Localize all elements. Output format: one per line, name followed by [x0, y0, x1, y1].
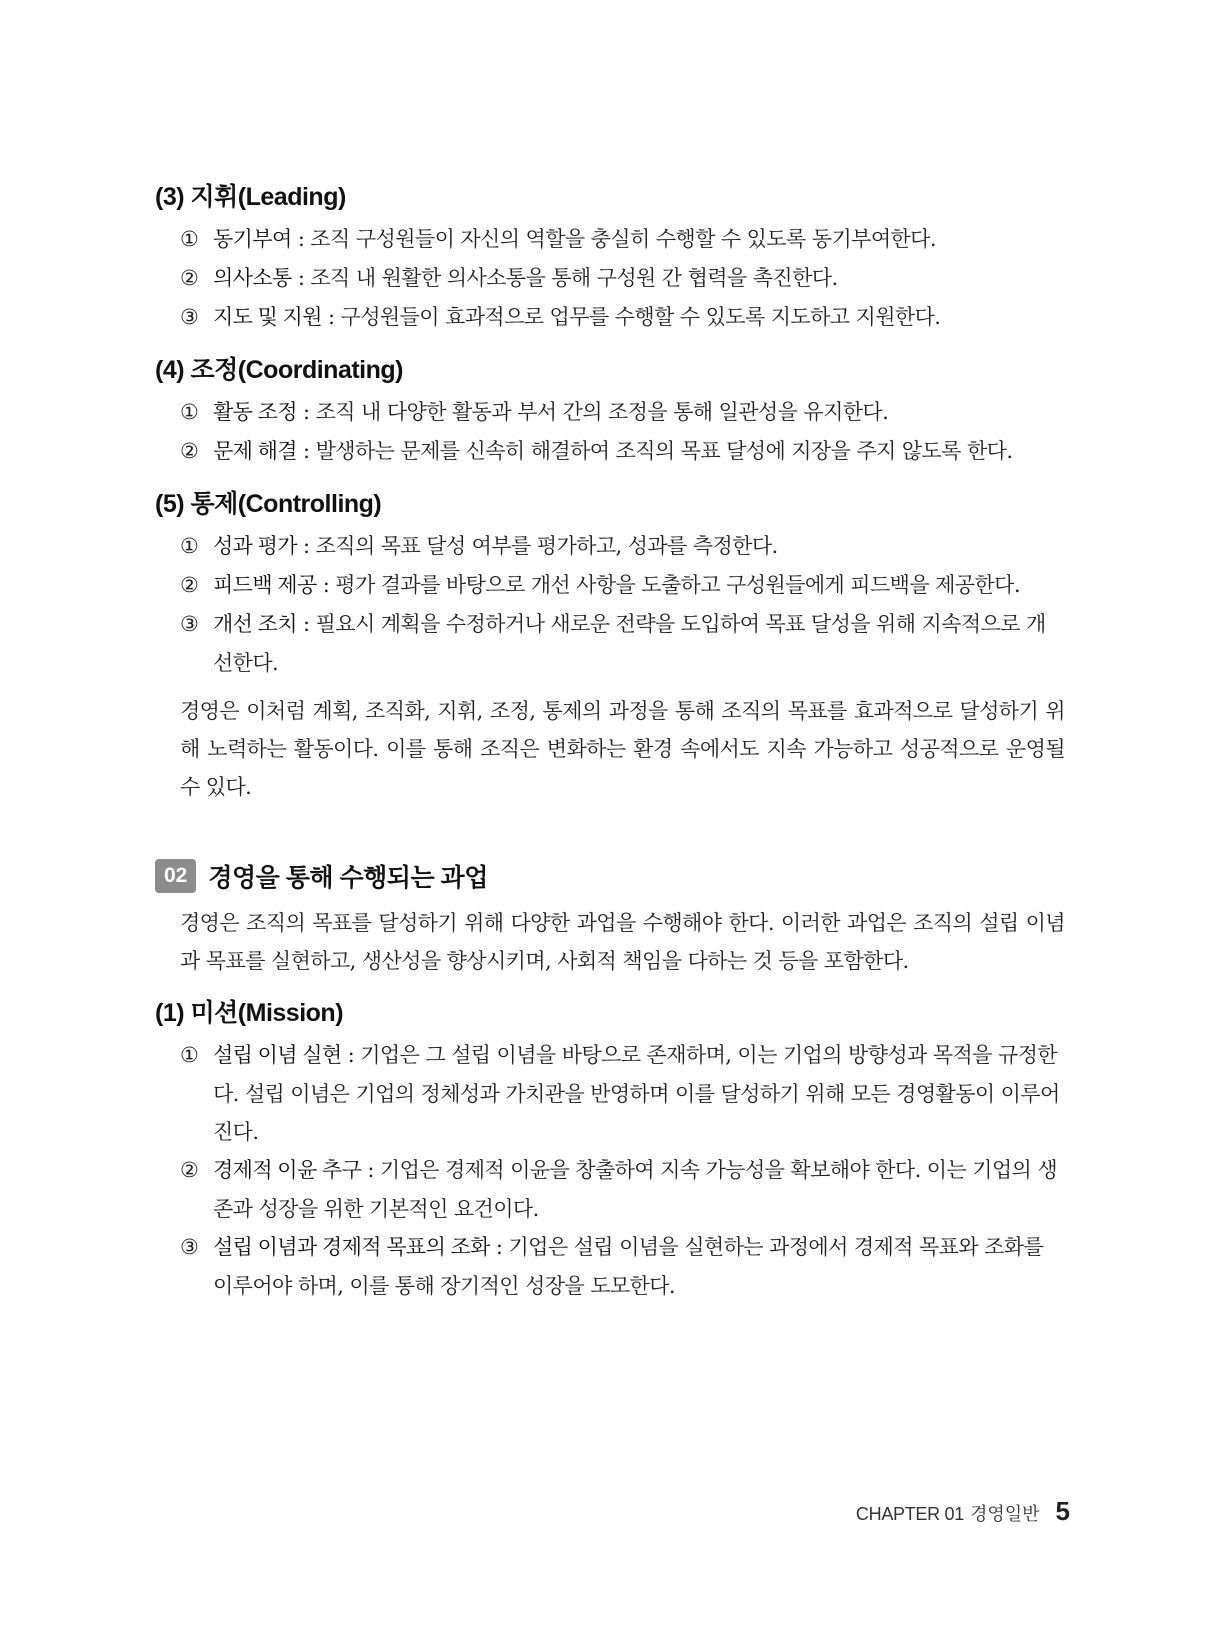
list-item [180, 1228, 1065, 1305]
item-number: ① [180, 534, 199, 558]
item-number: ② [180, 1158, 199, 1182]
item-text: : 필요시 계획을 수정하거나 새로운 전략을 도입하여 목표 달성을 위해 지속적으로 개선한다. [213, 612, 1046, 675]
list-item [180, 259, 1065, 298]
list-item [180, 527, 1065, 566]
item-term: 의사소통 [213, 267, 292, 290]
list-item [180, 1151, 1065, 1228]
section-heading: (1) 미션(Mission) [155, 999, 344, 1027]
list-item [180, 432, 1065, 471]
item-number: ② [180, 439, 199, 463]
item-number: ① [180, 227, 199, 251]
section-heading: (3) 지휘(Leading) [155, 183, 346, 211]
item-number: ③ [180, 305, 199, 329]
item-list [155, 220, 1065, 337]
item-term: 활동 조정 [213, 401, 297, 424]
item-number: ① [180, 1043, 199, 1067]
page-number: 5 [1055, 1496, 1070, 1526]
list-item [180, 220, 1065, 259]
item-list [155, 1036, 1065, 1305]
section-controlling [155, 487, 1065, 806]
section-number-badge: 02 [155, 859, 196, 893]
list-item [180, 566, 1065, 605]
item-term: 지도 및 지원 [213, 306, 322, 329]
item-number: ③ [180, 1235, 199, 1259]
item-text: : 기업은 경제적 이윤을 창출하여 지속 가능성을 확보해야 한다. 이는 기업의 생존과 성장을 위한 기본적인 요건이다. [213, 1158, 1057, 1221]
section-02-title [155, 858, 1065, 894]
section-intro-paragraph: 경영은 조직의 목표를 달성하기 위해 다양한 과업을 수행해야 한다. 이러한 과업은 조직의 설립 이념과 목표를 실현하고, 생산성을 향상시키며, 사회적 책임을 다하는 것 등을 포함한다. [180, 911, 1065, 973]
item-text: : 조직의 목표 달성 여부를 평가하고, 성과를 측정한다. [296, 534, 778, 558]
item-number: ① [180, 400, 199, 424]
section-mission [155, 996, 1065, 1305]
page-footer [856, 1496, 1070, 1527]
list-item [180, 1036, 1065, 1151]
item-term: 설립 이념과 경제적 목표의 조화 [213, 1236, 490, 1259]
item-term: 문제 해결 [213, 440, 297, 463]
item-term: 설립 이념 실현 [213, 1044, 342, 1067]
page-content [155, 180, 1065, 1305]
item-term: 동기부여 [213, 228, 292, 251]
item-term: 성과 평가 [213, 535, 297, 558]
item-text: : 조직 구성원들이 자신의 역할을 충실히 수행할 수 있도록 동기부여한다. [291, 227, 936, 251]
item-list [155, 527, 1065, 682]
item-term: 개선 조치 [213, 613, 297, 636]
item-text: : 기업은 그 설립 이념을 바탕으로 존재하며, 이는 기업의 방향성과 목적을 규정한다. 설립 이념은 기업의 정체성과 가치관을 반영하며 이를 달성하기 위해 모든 경영활동이 이루어진다. [213, 1043, 1060, 1144]
section-title-text: 경영을 통해 수행되는 과업 [208, 864, 488, 892]
item-number: ② [180, 266, 199, 290]
list-item [180, 298, 1065, 337]
item-term: 피드백 제공 [213, 574, 317, 597]
chapter-label: CHAPTER 01 [855, 1504, 964, 1524]
item-number: ③ [180, 612, 199, 636]
section-coordinating [155, 353, 1065, 471]
section-heading: (5) 통제(Controlling) [155, 490, 382, 518]
section-heading: (4) 조정(Coordinating) [155, 356, 403, 384]
item-text: : 평가 결과를 바탕으로 개선 사항을 도출하고 구성원들에게 피드백을 제공한다. [316, 573, 1020, 597]
item-number: ② [180, 573, 199, 597]
item-text: : 기업은 설립 이념을 실현하는 과정에서 경제적 목표와 조화를 이루어야 하며, 이를 통해 장기적인 성장을 도모한다. [213, 1235, 1044, 1298]
summary-paragraph: 경영은 이처럼 계획, 조직화, 지휘, 조정, 통제의 과정을 통해 조직의 목표를 효과적으로 달성하기 위해 노력하는 활동이다. 이를 통해 조직은 변화하는 환경 속에서도 지속 가능하고 성공적으로 운영될 수 있다. [180, 699, 1065, 799]
section-leading [155, 180, 1065, 337]
item-text: : 구성원들이 효과적으로 업무를 수행할 수 있도록 지도하고 지원한다. [321, 305, 941, 329]
item-text: : 조직 내 다양한 활동과 부서 간의 조정을 통해 일관성을 유지한다. [296, 400, 889, 424]
item-term: 경제적 이윤 추구 [213, 1159, 362, 1182]
chapter-name: 경영일반 [969, 1504, 1040, 1524]
item-list [155, 393, 1065, 471]
item-text: : 발생하는 문제를 신속히 해결하여 조직의 목표 달성에 지장을 주지 않도록 한다. [296, 439, 1013, 463]
list-item [180, 393, 1065, 432]
item-text: : 조직 내 원활한 의사소통을 통해 구성원 간 협력을 촉진한다. [291, 266, 838, 290]
list-item [180, 605, 1065, 682]
